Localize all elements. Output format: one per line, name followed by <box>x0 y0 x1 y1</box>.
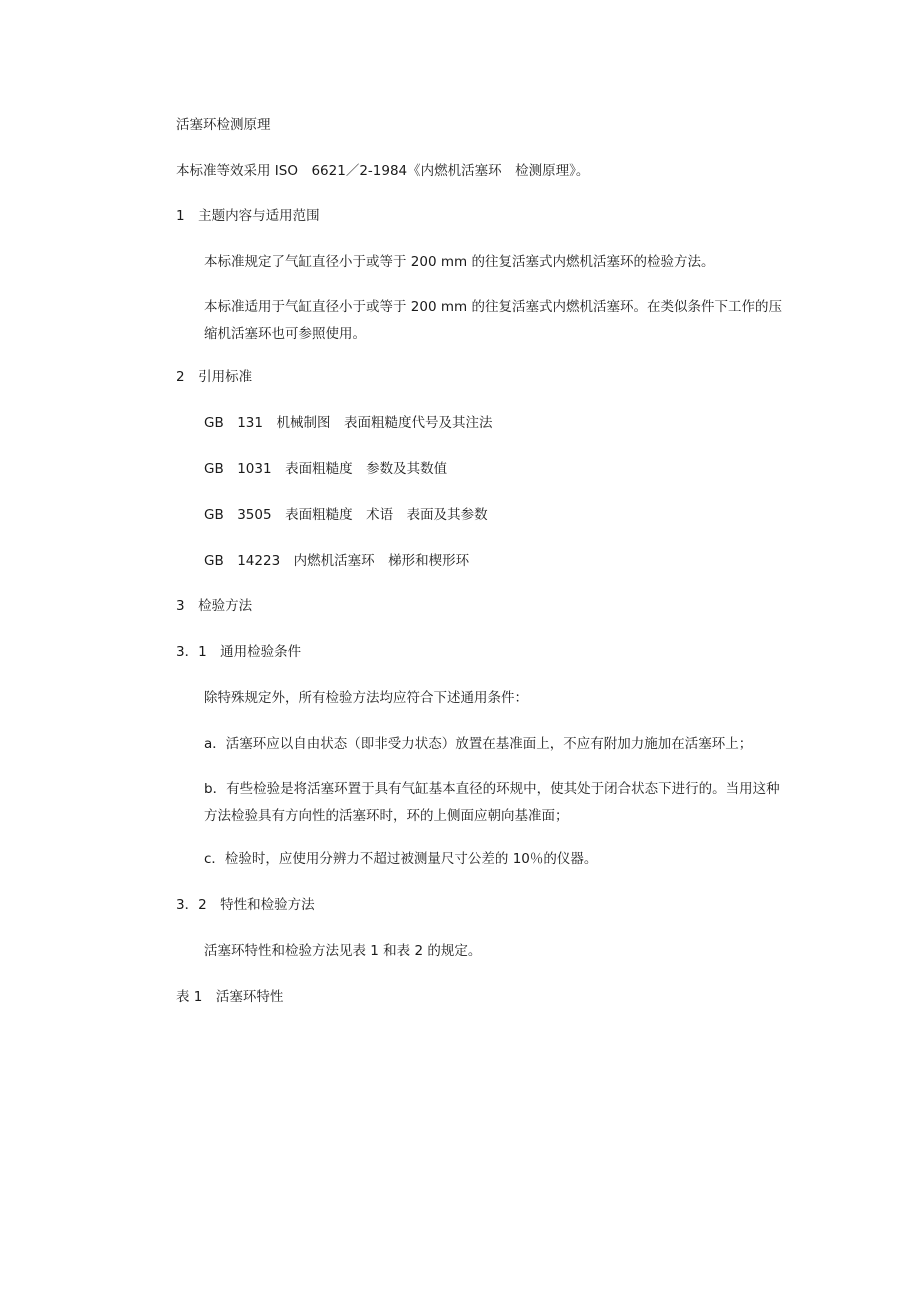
reference-item: GB 3505 表面粗糙度 术语 表面及其参数 <box>204 507 488 523</box>
condition-c: c．检验时，应使用分辨力不超过被测量尺寸公差的 10％的仪器。 <box>204 851 598 867</box>
doc-title: 活塞环检测原理 <box>176 117 271 133</box>
condition-b-text: b．有些检验是将活塞环置于具有气缸基本直径的环规中，使其处于闭合状态下进行的。当用这种方法检验具有方向性的活塞环时，环的上侧面应朝向基准面； <box>204 781 780 824</box>
table-1-caption: 表 1 活塞环特性 <box>176 989 284 1005</box>
section-1-paragraph-2-text: 本标准适用于气缸直径小于或等于 200 mm 的往复活塞式内燃机活塞环。在类似条件下工作的压缩机活塞环也可参照使用。 <box>204 299 782 342</box>
reference-item: GB 1031 表面粗糙度 参数及其数值 <box>204 461 448 477</box>
intro-paragraph: 本标准等效采用 ISO 6621／2-1984《内燃机活塞环 检测原理》。 <box>176 163 590 179</box>
reference-item: GB 131 机械制图 表面粗糙度代号及其注法 <box>204 415 493 431</box>
section-3-2-heading: 3．2 特性和检验方法 <box>176 897 315 913</box>
section-3-2-text: 活塞环特性和检验方法见表 1 和表 2 的规定。 <box>204 943 482 959</box>
section-1-paragraph-2 <box>140 294 790 348</box>
section-3-heading: 3 检验方法 <box>176 598 253 614</box>
section-2-heading: 2 引用标准 <box>176 369 253 385</box>
section-3-1-heading: 3．1 通用检验条件 <box>176 644 302 660</box>
section-1-heading: 1 主题内容与适用范围 <box>176 208 320 224</box>
reference-item: GB 14223 内燃机活塞环 梯形和楔形环 <box>204 553 470 569</box>
section-3-1-lead: 除特殊规定外，所有检验方法均应符合下述通用条件： <box>204 690 528 706</box>
condition-a: a．活塞环应以自由状态（即非受力状态）放置在基准面上，不应有附加力施加在活塞环上； <box>204 736 753 752</box>
section-1-paragraph-1: 本标准规定了气缸直径小于或等于 200 mm 的往复活塞式内燃机活塞环的检验方法。 <box>204 254 715 270</box>
condition-b <box>140 776 786 830</box>
